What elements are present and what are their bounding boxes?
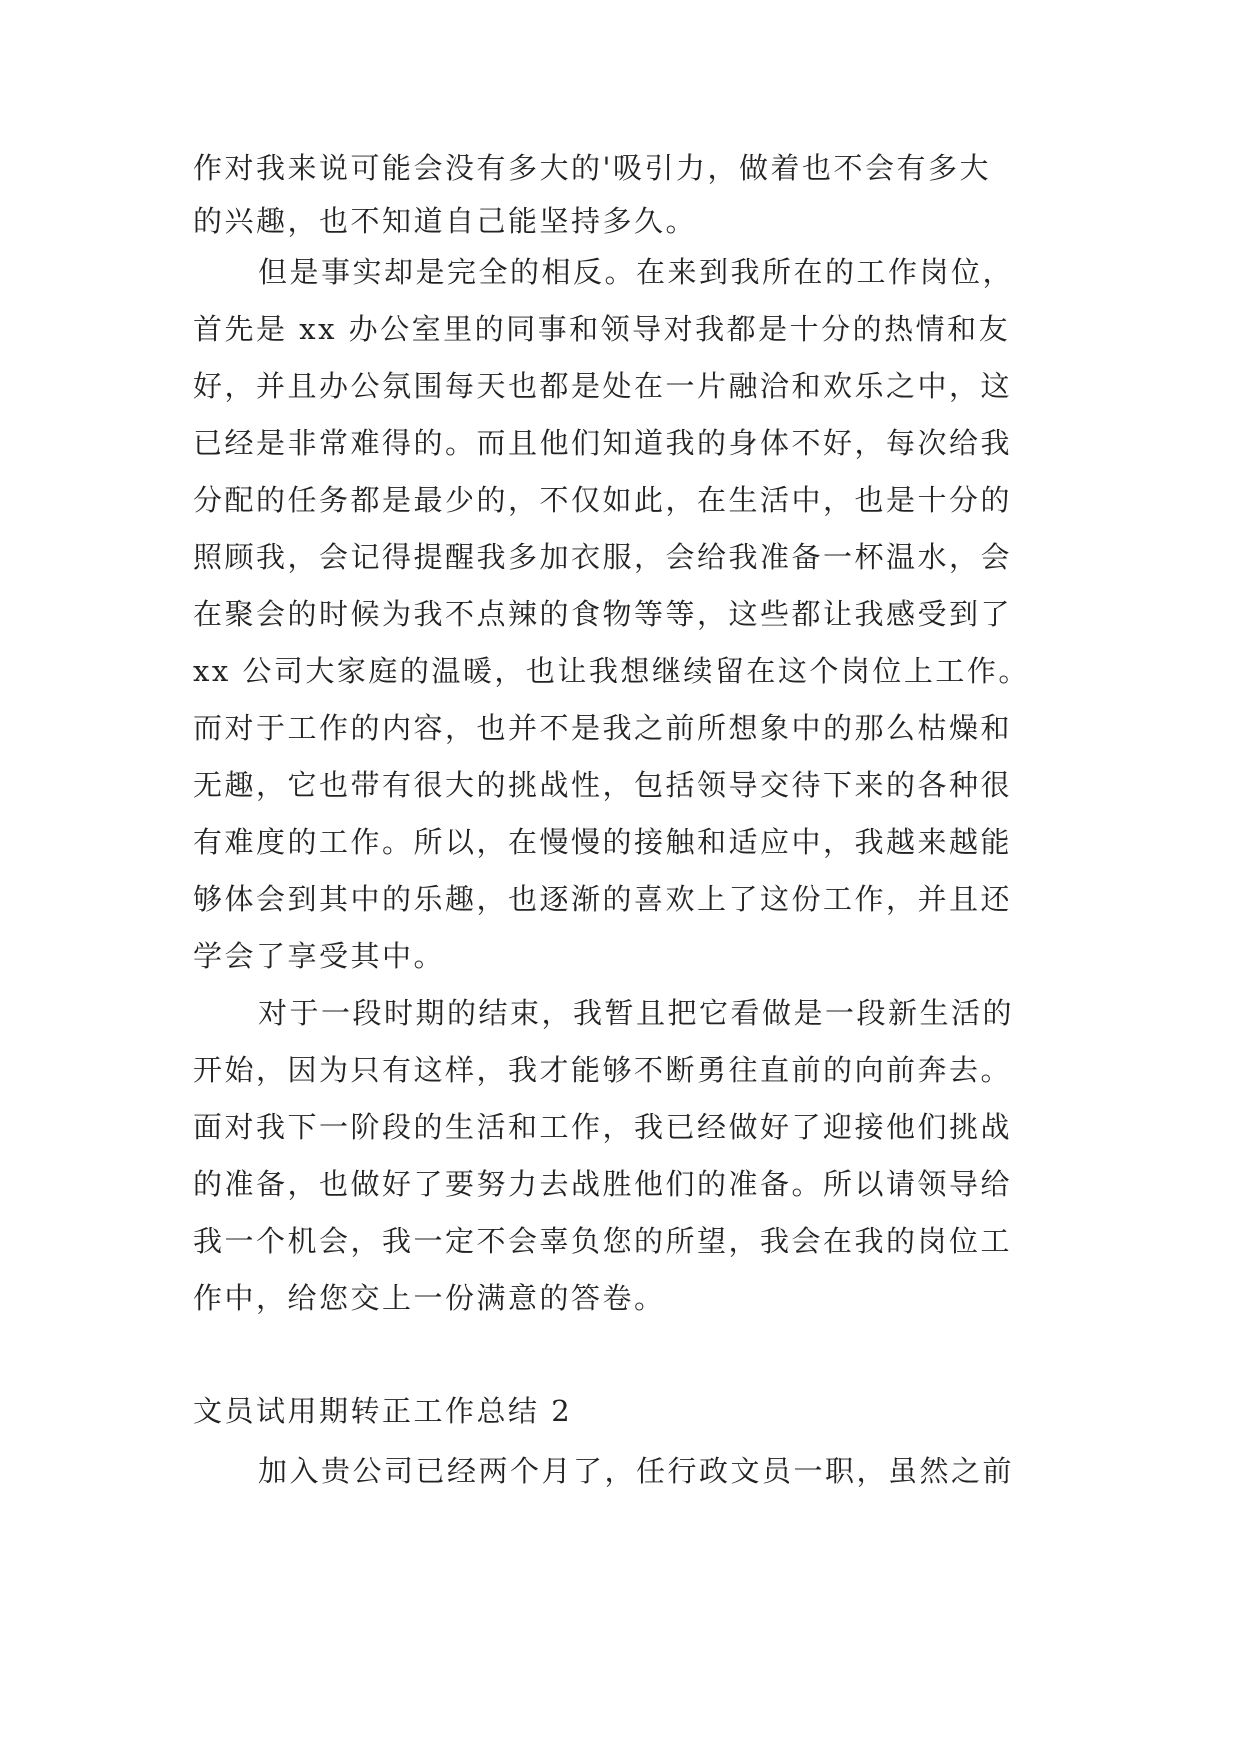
paragraph-line: 的准备，也做好了要努力去战胜他们的准备。所以请领导给	[193, 1167, 1013, 1201]
paragraph-line: 对于一段时期的结束，我暂且把它看做是一段新生活的	[258, 996, 1015, 1030]
paragraph-line: 加入贵公司已经两个月了，任行政文员一职，虽然之前	[258, 1454, 1015, 1488]
paragraph-line: 作中，给您交上一份满意的答卷。	[193, 1281, 666, 1315]
paragraph-line: 开始，因为只有这样，我才能够不断勇往直前的向前奔去。	[193, 1053, 1013, 1087]
paragraph-line: 作对我来说可能会没有多大的'吸引力，做着也不会有多大	[193, 151, 991, 185]
paragraph-line: xx 公司大家庭的温暖，也让我想继续留在这个岗位上工作。	[193, 654, 1030, 688]
paragraph-line: 面对我下一阶段的生活和工作，我已经做好了迎接他们挑战	[193, 1110, 1013, 1144]
paragraph-line: 有难度的工作。所以，在慢慢的接触和适应中，我越来越能	[193, 825, 1013, 859]
paragraph-line: 的兴趣，也不知道自己能坚持多久。	[193, 204, 698, 238]
paragraph-line: 已经是非常难得的。而且他们知道我的身体不好，每次给我	[193, 426, 1013, 460]
paragraph-line: 好，并且办公氛围每天也都是处在一片融洽和欢乐之中，这	[193, 369, 1013, 403]
paragraph-line: 但是事实却是完全的相反。在来到我所在的工作岗位，	[258, 255, 1015, 289]
paragraph-line: 无趣，它也带有很大的挑战性，包括领导交待下来的各种很	[193, 768, 1013, 802]
paragraph-line: 我一个机会，我一定不会辜负您的所望，我会在我的岗位工	[193, 1224, 1013, 1258]
paragraph-line: 够体会到其中的乐趣，也逐渐的喜欢上了这份工作，并且还	[193, 882, 1013, 916]
paragraph-line: 首先是 xx 办公室里的同事和领导对我都是十分的热情和友	[193, 312, 1011, 346]
paragraph-line: 照顾我，会记得提醒我多加衣服，会给我准备一杯温水，会	[193, 540, 1013, 574]
paragraph-line: 分配的任务都是最少的，不仅如此，在生活中，也是十分的	[193, 483, 1013, 517]
paragraph-line: 而对于工作的内容，也并不是我之前所想象中的那么枯燥和	[193, 711, 1013, 745]
paragraph-line: 学会了享受其中。	[193, 939, 446, 973]
section-title: 文员试用期转正工作总结 2	[193, 1394, 573, 1428]
paragraph-line: 在聚会的时候为我不点辣的食物等等，这些都让我感受到了	[193, 597, 1013, 631]
